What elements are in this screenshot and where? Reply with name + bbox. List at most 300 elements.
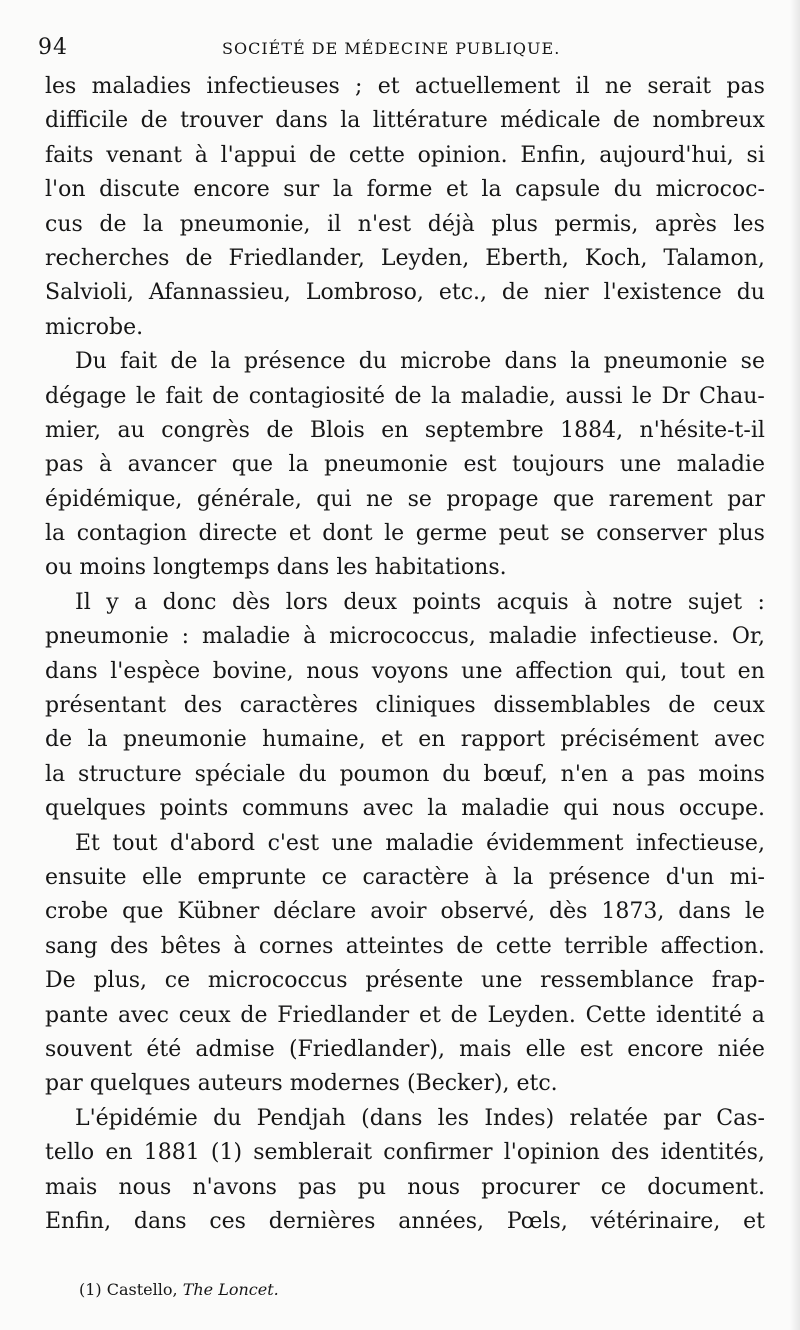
word: Or, <box>731 624 765 650</box>
word: du <box>298 761 327 787</box>
word: spéciale <box>194 761 286 787</box>
word: et <box>743 1208 765 1234</box>
word: se <box>407 486 432 512</box>
word: Et <box>75 830 100 856</box>
word: Afannassieu, <box>148 280 291 306</box>
word: microbe. <box>45 314 144 340</box>
word: nous <box>306 658 360 684</box>
word: frap- <box>711 968 765 994</box>
word: rapport <box>460 727 546 753</box>
word: la <box>431 383 452 409</box>
word: le <box>631 383 652 409</box>
text-line <box>45 517 765 551</box>
word: quelques <box>45 796 146 822</box>
word: bovine, <box>212 658 294 684</box>
word: Pendjah <box>256 1105 346 1131</box>
word: été <box>146 1036 182 1062</box>
word: du <box>613 177 643 203</box>
word: du <box>736 280 765 306</box>
word: Blois <box>309 417 365 443</box>
word: la <box>427 796 448 822</box>
word: infectieuses <box>206 74 340 99</box>
word: maladies <box>91 74 192 99</box>
word: de <box>266 417 294 443</box>
text-line <box>45 70 765 104</box>
word: infectieuse, <box>635 830 765 856</box>
word: qui, <box>625 658 668 684</box>
word: après <box>654 211 717 237</box>
text-line <box>45 345 765 379</box>
text-line <box>45 276 765 310</box>
word: pante <box>45 1002 109 1028</box>
word: Friedlander, <box>228 245 365 271</box>
word: 1884, <box>560 417 624 443</box>
word: l'existence <box>603 280 722 306</box>
word: Pœls, <box>506 1208 568 1234</box>
text-line <box>45 930 765 964</box>
word: années, <box>398 1208 485 1234</box>
word: plus <box>718 521 765 547</box>
word: modernes <box>289 1071 400 1097</box>
word: relatée <box>569 1105 649 1131</box>
text-line <box>45 964 765 998</box>
running-head: SOCIÉTÉ DE MÉDECINE PUBLIQUE. <box>222 39 561 58</box>
word: de <box>450 1002 478 1028</box>
word: les <box>733 211 765 237</box>
word: sang <box>45 933 98 959</box>
word: voyons <box>371 658 449 684</box>
text-line <box>45 689 765 723</box>
word: donc <box>162 589 217 615</box>
word: bêtes <box>160 933 222 959</box>
word: avec <box>714 727 765 753</box>
word: maladie <box>201 624 291 650</box>
word: en <box>105 1140 133 1166</box>
word: pu <box>357 1174 387 1200</box>
word: le <box>135 383 156 409</box>
word: nous <box>407 1174 461 1200</box>
word: si <box>746 142 765 168</box>
word: communs <box>242 796 349 822</box>
word: plus <box>491 211 538 237</box>
word: points <box>159 796 229 822</box>
word: serait <box>647 74 712 99</box>
word: dissemblables <box>493 693 651 719</box>
text-line <box>45 242 765 276</box>
word: dernières <box>268 1208 376 1234</box>
word: d'un <box>665 864 715 890</box>
word: habitations. <box>374 555 507 581</box>
text-line <box>45 104 765 138</box>
word: microbe <box>400 349 492 375</box>
word: caractères <box>239 693 358 719</box>
word: identités, <box>660 1140 765 1166</box>
word: de <box>45 727 73 753</box>
word: c'est <box>267 830 320 856</box>
word: vétérinaire, <box>590 1208 721 1234</box>
word: confirmer <box>383 1140 493 1166</box>
word: recherches <box>45 245 170 271</box>
word: de <box>308 142 337 168</box>
word: crobe <box>45 899 109 925</box>
word: moins <box>79 555 147 581</box>
text-line <box>45 311 765 345</box>
word: se <box>740 349 765 375</box>
word: contagion <box>76 521 187 547</box>
word: par <box>45 1071 83 1097</box>
word: micrococ- <box>655 177 765 203</box>
text-line <box>45 723 765 757</box>
word: dès <box>549 899 588 925</box>
word: Il <box>75 589 91 615</box>
word: septembre <box>424 417 544 443</box>
page-header <box>38 34 762 62</box>
word: présente <box>365 968 464 994</box>
text-line <box>45 861 765 895</box>
text-line <box>45 655 765 689</box>
word: dégage <box>45 383 127 409</box>
word: cette <box>495 933 552 959</box>
word: venant <box>106 142 182 168</box>
word: identité <box>655 1002 742 1028</box>
page-edge-shadow <box>790 0 800 1330</box>
word: à <box>484 864 498 890</box>
word: niée <box>717 1036 765 1062</box>
word: ou <box>45 555 73 581</box>
word: au <box>117 417 145 443</box>
text-line <box>45 999 765 1033</box>
word: tout <box>679 658 726 684</box>
word: pneumonie <box>122 727 247 753</box>
word: Lombroso, <box>305 280 424 306</box>
word: avancer <box>127 452 217 478</box>
word: ce <box>164 968 191 994</box>
body-text <box>45 70 765 1239</box>
word: les <box>336 555 368 581</box>
word: ce <box>600 1174 627 1200</box>
word: épidémique, <box>45 486 183 512</box>
word: actuellement <box>414 74 561 99</box>
text-line <box>45 758 765 792</box>
word: la <box>87 727 108 753</box>
word: caractère <box>362 864 470 890</box>
word: l'appui <box>220 142 297 168</box>
word: cus <box>45 211 83 237</box>
word: des <box>183 693 223 719</box>
text-line <box>45 1067 765 1101</box>
word: de <box>240 1002 268 1028</box>
word: de <box>668 693 696 719</box>
word: une <box>331 830 373 856</box>
word: longtemps <box>153 555 270 581</box>
word: la <box>288 452 309 478</box>
word: poumon <box>339 761 430 787</box>
word: points <box>412 589 482 615</box>
word: avec <box>362 796 414 822</box>
word: document. <box>647 1174 765 1200</box>
word: est <box>579 1036 614 1062</box>
word: maladie <box>676 452 765 478</box>
text-line <box>45 551 765 585</box>
word: occupe. <box>678 796 765 822</box>
word: la <box>513 864 534 890</box>
word: nous <box>612 796 666 822</box>
word: rarement <box>608 486 713 512</box>
word: des <box>611 1140 650 1166</box>
word: en <box>418 727 446 753</box>
text-line <box>45 380 765 414</box>
word: que <box>122 899 164 925</box>
word: il <box>327 211 342 237</box>
word: moins <box>698 761 765 787</box>
word: présence <box>548 864 651 890</box>
word: L'épidémie <box>75 1105 198 1131</box>
text-line <box>45 483 765 517</box>
word: Koch, <box>584 245 648 271</box>
word: toujours <box>512 452 605 478</box>
word: l'on <box>45 177 86 203</box>
word: à <box>233 933 247 959</box>
word: n'en <box>560 761 609 787</box>
word: ne <box>366 486 394 512</box>
word: déjà <box>427 211 475 237</box>
word: de <box>170 349 198 375</box>
word: humaine, <box>262 727 366 753</box>
word: à <box>194 142 208 168</box>
text-line <box>45 827 765 861</box>
word: qui <box>563 796 599 822</box>
word: encore <box>627 1036 704 1062</box>
word: a <box>751 1002 765 1028</box>
word: acquis <box>496 589 569 615</box>
word: ; <box>355 74 363 99</box>
word: la <box>340 108 361 134</box>
word: pneumonie <box>45 624 169 650</box>
word: à <box>98 452 113 478</box>
word: conserver <box>596 521 707 547</box>
word: maladie <box>488 624 577 650</box>
word: de <box>394 383 422 409</box>
word: y <box>106 589 119 615</box>
word: présentant <box>45 693 167 719</box>
word: peut <box>498 521 549 547</box>
word: difficile <box>45 108 129 134</box>
word: Enfin, <box>520 142 587 168</box>
word: micrococcus, <box>329 624 476 650</box>
word: pas <box>726 74 765 99</box>
word: (1) <box>210 1140 243 1166</box>
word: terrible <box>564 933 649 959</box>
word: Kübner <box>177 899 260 925</box>
word: dès <box>231 589 271 615</box>
word: lors <box>285 589 328 615</box>
word: la <box>481 177 502 203</box>
word: ce <box>321 864 348 890</box>
word: générale, <box>196 486 302 512</box>
word: des <box>110 933 149 959</box>
word: ces <box>209 1208 246 1234</box>
word: aussi <box>565 383 623 409</box>
word: dans <box>45 658 98 684</box>
word: par <box>663 1105 702 1131</box>
word: l'opinion <box>503 1140 600 1166</box>
word: avec <box>118 1002 169 1028</box>
word: atteintes <box>345 933 444 959</box>
word: elle <box>525 1036 566 1062</box>
word: Cette <box>585 1002 647 1028</box>
word: dans <box>678 899 731 925</box>
word: nous <box>118 1174 172 1200</box>
word: une <box>619 452 662 478</box>
word: : <box>757 589 765 615</box>
word: 1881 <box>143 1140 200 1166</box>
word: fait <box>165 383 203 409</box>
text-line <box>45 1102 765 1136</box>
word: se <box>560 521 585 547</box>
word: Eberth, <box>485 245 569 271</box>
word: maladie <box>385 830 474 856</box>
word: (Friedlander), <box>288 1036 445 1062</box>
word: de <box>456 933 484 959</box>
word: pas <box>646 761 686 787</box>
text-line <box>45 620 765 654</box>
word: mier, <box>45 417 102 443</box>
word: n'avons <box>192 1174 277 1200</box>
word: pneumonie <box>603 349 728 375</box>
word: est <box>463 452 497 478</box>
word: fait <box>120 349 158 375</box>
word: la <box>143 211 164 237</box>
word: ensuite <box>45 864 127 890</box>
word: ne <box>604 74 633 99</box>
word: de <box>212 383 240 409</box>
word: opinion. <box>417 142 508 168</box>
word: ceux <box>713 693 765 719</box>
word: le <box>744 899 765 925</box>
word: observé, <box>440 899 536 925</box>
word: etc., <box>438 280 487 306</box>
word: tout <box>112 830 158 856</box>
word: propage <box>446 486 539 512</box>
word: Chau- <box>699 383 765 409</box>
word: pneumonie, <box>179 211 311 237</box>
text-line <box>45 173 765 207</box>
text-line <box>45 895 765 929</box>
word: : <box>181 624 190 650</box>
word: mais <box>45 1174 98 1200</box>
word: et <box>377 74 400 99</box>
word: sujet <box>687 589 743 615</box>
footnote-title: The Loncet. <box>182 1280 279 1299</box>
word: trouver <box>180 108 263 134</box>
word: l'espèce <box>110 658 201 684</box>
word: structure <box>78 761 182 787</box>
word: admise <box>195 1036 275 1062</box>
word: auteurs <box>197 1071 283 1097</box>
word: la <box>45 521 66 547</box>
word: Cas- <box>716 1105 765 1131</box>
word: une <box>461 658 503 684</box>
word: encore <box>193 177 270 203</box>
word: a <box>620 761 635 787</box>
text-line <box>45 1205 765 1239</box>
word: emprunte <box>197 864 307 890</box>
word: aujourd'hui, <box>599 142 734 168</box>
word: cliniques <box>375 693 476 719</box>
word: dans <box>276 555 330 581</box>
text-line <box>45 1136 765 1170</box>
word: procurer <box>481 1174 580 1200</box>
word: en <box>381 417 409 443</box>
word: que <box>552 486 595 512</box>
word: 1873, <box>601 899 665 925</box>
word: les <box>45 74 77 99</box>
word: bœuf, <box>483 761 548 787</box>
word: ceux <box>178 1002 231 1028</box>
text-line <box>45 208 765 242</box>
word: contagiosité <box>248 383 385 409</box>
word: une <box>481 968 523 994</box>
word: il <box>575 74 590 99</box>
word: pas <box>45 452 84 478</box>
word: souvent <box>45 1036 133 1062</box>
word: et <box>445 177 468 203</box>
page-number: 94 <box>38 35 68 60</box>
word: tello <box>45 1140 95 1166</box>
word: Leyden, <box>380 245 470 271</box>
word: de <box>501 280 530 306</box>
word: permis, <box>554 211 639 237</box>
word: De <box>45 968 76 994</box>
word: présence <box>244 349 346 375</box>
word: dans <box>504 349 558 375</box>
word: dont <box>322 521 373 547</box>
word: capsule <box>515 177 601 203</box>
word: cette <box>348 142 405 168</box>
word: ressemblance <box>540 968 694 994</box>
word: quelques <box>89 1071 191 1097</box>
word: de <box>185 245 213 271</box>
word: et <box>288 521 311 547</box>
word: n'est <box>357 211 412 237</box>
word: elle <box>141 864 183 890</box>
word: Enfin, <box>45 1208 112 1234</box>
word: la <box>570 349 591 375</box>
word: Friedlander <box>277 1002 410 1028</box>
word: pas <box>298 1174 337 1200</box>
word: maladie, <box>460 383 556 409</box>
word: de <box>612 108 641 134</box>
word: dans <box>133 1208 187 1234</box>
word: d'abord <box>169 830 256 856</box>
word: par <box>727 486 765 512</box>
word: du <box>442 761 471 787</box>
word: médicale <box>500 108 601 134</box>
word: en <box>737 658 765 684</box>
word: avoir <box>370 899 427 925</box>
word: a <box>134 589 148 615</box>
word: déclare <box>273 899 357 925</box>
word: affection. <box>660 933 765 959</box>
word: qui <box>316 486 352 512</box>
word: Talamon, <box>663 245 765 271</box>
word: du <box>358 349 387 375</box>
word: (Becker), <box>406 1071 510 1097</box>
footnote-marker: (1) Castello, <box>79 1280 178 1299</box>
text-line <box>45 448 765 482</box>
word: pneumonie <box>324 452 448 478</box>
word: faits <box>45 142 94 168</box>
